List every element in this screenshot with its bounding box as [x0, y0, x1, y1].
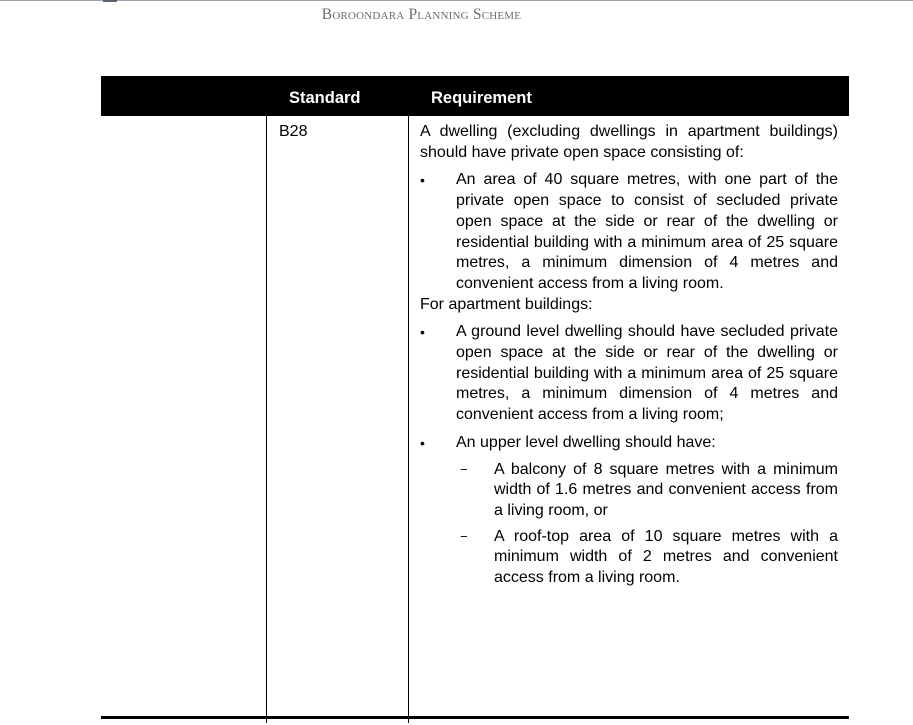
requirement-intro: A dwelling (excluding dwellings in apartment buildings) should have private open space consisting of:: [420, 123, 838, 161]
list-item: [420, 170, 838, 294]
column-header-requirement: Requirement: [431, 89, 532, 107]
column-divider-left: [266, 116, 267, 723]
column-header-standard: Standard: [289, 89, 361, 107]
sub-item-text: A roof-top area of 10 square metres with a minimum width of 2 metres and convenient access from a living room.: [494, 527, 838, 587]
table-bottom-rule: [101, 716, 849, 719]
upper-level-sublist: [456, 460, 838, 589]
requirement-cell: [420, 122, 838, 589]
bullet-text: An upper level dwelling should have:: [456, 433, 716, 451]
bullet-icon: •: [420, 172, 425, 189]
top-edge-mark: [103, 0, 117, 2]
apartment-bullet-list: [420, 322, 838, 588]
dash-icon: −: [460, 461, 468, 477]
top-edge-rule: [0, 0, 913, 1]
bullet-text: An area of 40 square metres, with one part of the private open space to consist of secluded private open space at the side or rear of the dwelling or residential building with a minimum area of 25 square metres, a minimum dimension of 4 metres and convenient access from a living room.: [456, 171, 838, 292]
bullet-text: A ground level dwelling should have secluded private open space at the side or rear of the dwelling or residential building with a minimum area of 25 square metres, a minimum dimension of 4 metres and convenient access from a living room;: [456, 323, 838, 424]
running-header: Boroondara Planning Scheme: [321, 6, 522, 23]
list-item: [420, 322, 838, 426]
apartment-heading: For apartment buildings:: [420, 295, 593, 313]
column-divider-right: [408, 116, 409, 723]
list-item: [420, 433, 838, 589]
bullet-icon: •: [420, 324, 425, 341]
bullet-icon: •: [420, 434, 425, 451]
sub-item-text: A balcony of 8 square metres with a minimum width of 1.6 metres and convenient access from a living room, or: [494, 460, 838, 519]
intro-bullet-list: [420, 170, 838, 294]
sub-list-item: [456, 460, 838, 522]
sub-list-item: [456, 527, 838, 589]
dash-icon: −: [460, 528, 468, 544]
standard-code: B28: [279, 123, 308, 140]
